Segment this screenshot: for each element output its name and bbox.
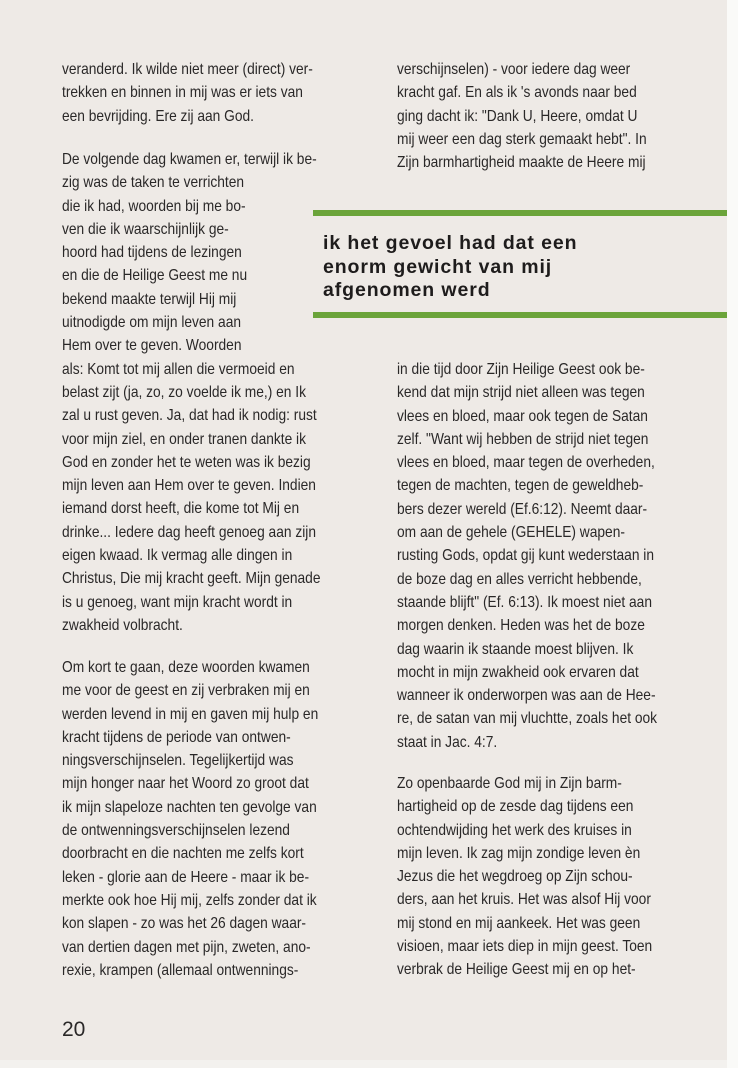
text-line: staande blijft" (Ef. 6:13). Ik moest niet aan — [397, 593, 652, 611]
text-line: mocht in mijn zwakheid ook ervaren dat — [397, 663, 639, 681]
text-line: God en zonder het te weten was ik bezig — [62, 453, 311, 471]
text-line: en die de Heilige Geest me nu — [62, 267, 248, 285]
text-line: werden levend in mij en gaven mij hulp en — [62, 705, 319, 723]
text-line: visioen, maar iets diep in mijn geest. Toen — [397, 938, 653, 956]
text-line: trekken en binnen in mij was er iets van — [62, 84, 303, 102]
text-line: ik mijn slapeloze nachten ten gevolge van — [62, 798, 317, 816]
page-number: 20 — [62, 1018, 86, 1041]
left-paragraph-2 — [62, 148, 363, 637]
text-line: kracht gaf. En als ik 's avonds naar bed — [397, 84, 637, 102]
text-line: rexie, krampen (allemaal ontwennings- — [62, 961, 299, 979]
text-line: zig was de taken te verrichten — [62, 174, 245, 192]
text-line: die ik had, woorden bij me bo- — [62, 197, 246, 215]
text-line: Jezus die het wegdroeg op Zijn schou- — [397, 868, 633, 886]
page-edge — [727, 0, 738, 1068]
pull-quote — [323, 232, 577, 303]
text-line: kracht tijdens de periode van ontwen- — [62, 728, 291, 746]
text-line: morgen denken. Heden was het de boze — [397, 617, 645, 635]
text-line: re, de satan van mij vluchtte, zoals het ook — [397, 710, 658, 728]
text-line: belast zijt (ja, zo, zo voelde ik me,) en Ik — [62, 383, 306, 401]
pull-quote-line: afgenomen werd — [323, 279, 491, 301]
text-line: verbrak de Heilige Geest mij en op het- — [397, 961, 636, 979]
text-line: De volgende dag kwamen er, terwijl ik be- — [62, 151, 317, 168]
text-line: de boze dag en alles verricht hebbende, — [397, 570, 642, 588]
text-line: vlees en bloed, maar tegen de overheden, — [397, 454, 655, 472]
text-line: Hem over te geven. Woorden — [62, 337, 242, 355]
pull-quote-line: enorm gewicht van mij — [323, 255, 553, 278]
text-line: is u genoeg, want mijn kracht wordt in — [62, 593, 293, 611]
text-line: ochtendwijding het werk des kruises in — [397, 821, 632, 839]
text-line: mij weer een dag sterk gemaakt hebt". In — [397, 130, 647, 148]
text-line: ven die ik waarschijnlijk ge- — [62, 220, 229, 238]
text-line: hoord had tijdens de lezingen — [62, 244, 242, 262]
text-line: zal u rust geven. Ja, dat had ik nodig: rust — [62, 407, 317, 425]
text-line: de ontwenningsverschijnselen lezend — [62, 822, 290, 840]
text-line: kend dat mijn strijd niet alleen was tegen — [397, 384, 645, 402]
text-line: ging dacht ik: "Dank U, Heere, omdat U — [397, 107, 638, 125]
text-line: me voor de geest en zij verbraken mij en — [62, 682, 310, 700]
text-line: verschijnselen) - voor iedere dag weer — [397, 61, 631, 78]
text-line: om aan de gehele (GEHELE) wapen- — [397, 524, 625, 542]
text-line: mijn honger naar het Woord zo groot dat — [62, 775, 309, 793]
text-line: wanneer ik onderworpen was aan de Hee- — [397, 687, 656, 705]
pull-quote-top-rule — [313, 210, 727, 216]
right-paragraph-3 — [397, 772, 694, 982]
text-line: mij stond en mij aankeek. Het was geen — [397, 914, 641, 932]
text-line: zwakheid volbracht. — [62, 616, 183, 634]
text-line: tegen de machten, tegen de geweldheb- — [397, 477, 644, 495]
text-line: iemand dorst heeft, die kome tot Mij en — [62, 500, 300, 518]
text-line: eigen kwaad. Ik vermag alle dingen in — [62, 547, 293, 565]
text-line: in die tijd door Zijn Heilige Geest ook be- — [397, 361, 645, 378]
text-line: zelf. "Want wij hebben de strijd niet tegen — [397, 430, 649, 448]
text-line: Om kort te gaan, deze woorden kwamen — [62, 659, 310, 676]
text-line: bekend maakte terwijl Hij mij — [62, 290, 237, 308]
text-line: staat in Jac. 4:7. — [397, 733, 498, 751]
text-line: dag waarin ik staande moest blijven. Ik — [397, 640, 634, 658]
text-line: een bevrijding. Ere zij aan God. — [62, 107, 254, 125]
text-line: rusting Gods, opdat gij kunt wederstaan in — [397, 547, 655, 565]
left-paragraph-3 — [62, 656, 360, 982]
text-line: Zijn barmhartigheid maakte de Heere mij — [397, 154, 646, 172]
text-line: merkte ook hoe Hij mij, zelfs zonder dat ik — [62, 891, 317, 909]
pull-quote-bottom-rule — [313, 312, 727, 318]
left-paragraph-1 — [62, 58, 354, 128]
text-line: Christus, Die mij kracht geeft. Mijn genade — [62, 570, 321, 588]
text-line: Zo openbaarde God mij in Zijn barm- — [397, 775, 622, 792]
text-line: vlees en bloed, maar ook tegen de Satan — [397, 407, 648, 425]
text-line: kon slapen - zo was het 26 dagen waar- — [62, 915, 307, 933]
text-line: veranderd. Ik wilde niet meer (direct) ver- — [62, 61, 313, 78]
text-line: mijn leven. Ik zag mijn zondige leven èn — [397, 844, 641, 862]
text-line: bers dezer wereld (Ef.6:12). Neemt daar- — [397, 500, 648, 518]
pull-quote-line: ik het gevoel had dat een — [323, 232, 578, 254]
text-line: voor mijn ziel, en onder tranen dankte ik — [62, 430, 306, 448]
text-line: ders, aan het kruis. Het was alsof Hij voor — [397, 891, 651, 909]
text-line: leken - glorie aan de Heere - maar ik be- — [62, 868, 310, 886]
text-line: doorbracht en die nachten me zelfs kort — [62, 845, 304, 863]
text-line: uitnodigde om mijn leven aan — [62, 314, 242, 332]
right-paragraph-2 — [397, 358, 699, 754]
text-line: ningsverschijnselen. Tegelijkertijd was — [62, 752, 294, 770]
text-line: als: Komt tot mij allen die vermoeid en — [62, 360, 295, 378]
text-line: van dertien dagen met pijn, zweten, ano- — [62, 938, 311, 956]
text-line: hartigheid op de zesde dag tijdens een — [397, 798, 634, 816]
text-line: drinke... Iedere dag heeft genoeg aan zijn — [62, 523, 316, 541]
right-paragraph-1 — [397, 58, 687, 174]
text-line: mijn leven aan Hem over te geven. Indien — [62, 477, 316, 495]
